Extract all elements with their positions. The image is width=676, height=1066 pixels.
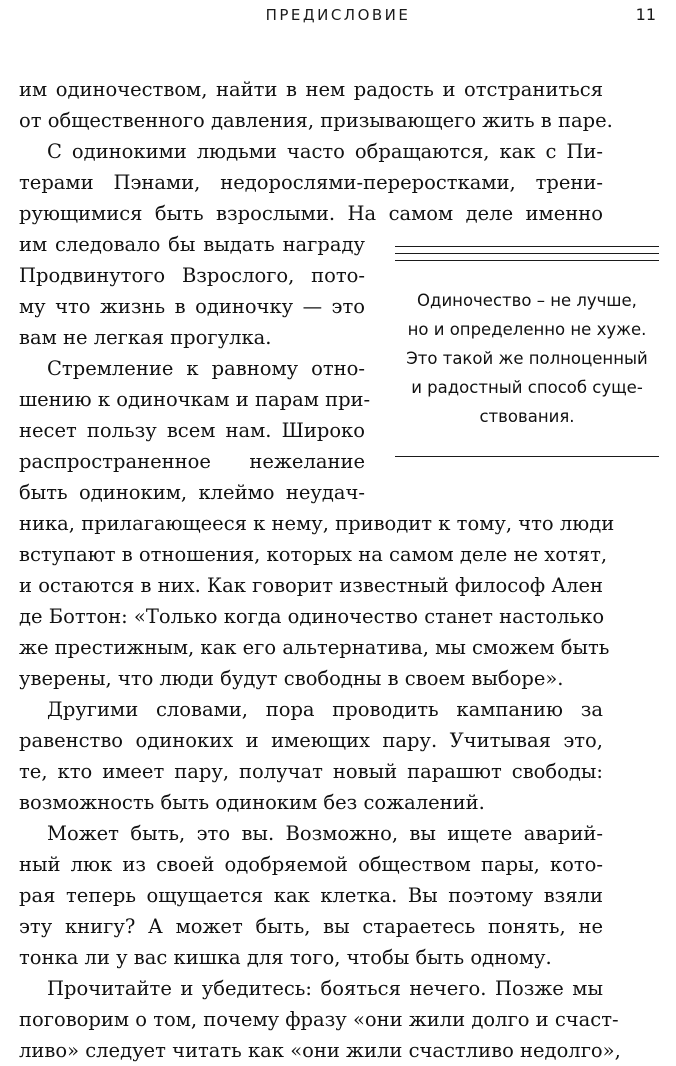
pull-quote-line: ствования. [479,407,575,426]
text-line: возможность быть одиноким без сожалений. [19,791,485,814]
text-line: Может быть, это вы. Возможно, вы ищете аварий- [47,822,603,845]
text-line: вам не легкая прогулка. [19,326,272,349]
text-line: им следовало бы выдать награду [19,233,365,256]
pull-quote-rule [395,246,659,247]
text-line: рая теперь ощущается как клетка. Вы поэтому взяли [19,884,603,907]
text-line: Прочитайте и убедитесь: бояться нечего. Позже мы [47,977,603,1000]
text-line: тонка ли у вас кишка для того, чтобы быть одному. [19,946,552,969]
text-line: поговорим о том, почему фразу «они жили долго и счаст- [19,1008,619,1031]
text-line: Стремление к равному отно- [47,357,365,380]
pull-quote-rule [395,253,659,254]
pull-quote-line: Это такой же полноценный [406,349,648,368]
pull-quote-text [395,286,659,431]
text-line: уверены, что люди будут свободны в своем выборе». [19,667,564,690]
text-line: му что жизнь в одиночку — это [19,295,365,318]
text-line: им одиночеством, найти в нем радость и отстраниться [19,78,603,101]
pull-quote [395,246,659,458]
text-line: Продвинутого Взрослого, пото- [19,264,365,287]
text-line: быть одиноким, клеймо неудач- [19,481,365,504]
page-number: 11 [635,5,656,24]
text-line: от общественного давления, призывающего жить в паре. [19,109,613,132]
text-line: ливо» следует читать как «они жили счастливо недолго», [19,1039,621,1062]
text-line: рующимися быть взрослыми. На самом деле именно [19,202,603,225]
text-line: те, кто имеет пару, получат новый парашют свободы: [19,760,603,783]
text-line: ный люк из своей одобряемой обществом пары, кото- [19,853,603,876]
pull-quote-rule [395,260,659,261]
text-line: же престижным, как его альтернатива, мы сможем быть [19,636,610,659]
pull-quote-line: Одиночество – не лучше, [417,291,637,310]
pull-quote-line: но и определенно не хуже. [407,320,647,339]
text-line: терами Пэнами, недорослями-переростками, трени- [19,171,603,194]
text-line: де Боттон: «Только когда одиночество станет настолько [19,605,605,628]
text-line: Другими словами, пора проводить кампанию за [47,698,603,721]
text-line: шению к одиночкам и парам при- [19,388,371,411]
text-line: ника, прилагающееся к нему, приводит к тому, что люди [19,512,615,535]
running-head: ПРЕДИСЛОВИЕ [265,6,411,24]
text-line: равенство одиноких и имеющих пару. Учитывая это, [19,729,603,752]
text-line: С одинокими людьми часто обращаются, как с Пи- [47,140,603,163]
text-line: эту книгу? А может быть, вы стараетесь понять, не [19,915,603,938]
pull-quote-rule [395,456,659,457]
pull-quote-line: и радостный способ суще- [411,378,643,397]
text-line: и остаются в них. Как говорит известный философ Ален [19,574,604,597]
text-line: вступают в отношения, которых на самом деле не хотят, [19,543,608,566]
text-line: несет пользу всем нам. Широко [19,419,365,442]
text-line: распространенное нежелание [19,450,365,473]
